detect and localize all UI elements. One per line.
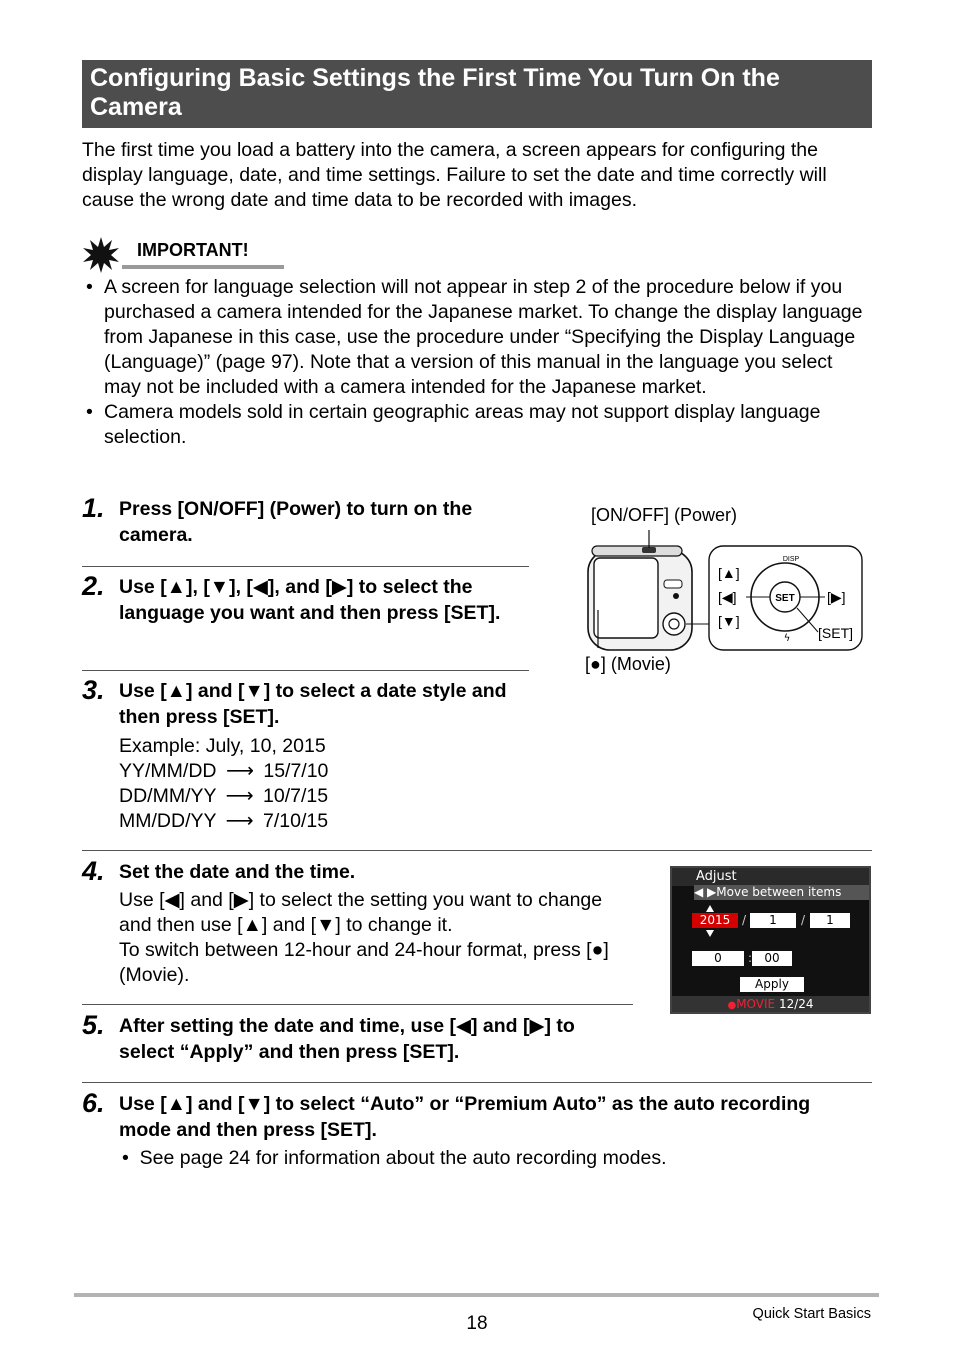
example-text: Example: July, 10, 2015 [119,735,326,757]
lcd-footer [672,996,869,1012]
step-title: Use [▲] and [▼] to select a date style and then press [SET]. [119,680,507,728]
list-item [82,400,874,450]
step-note [122,1146,822,1171]
step-number: 4. [82,856,105,886]
movie-tag: MOVIE [736,997,776,1011]
up-arrow-icon [706,905,714,912]
day-field: 1 [810,913,850,928]
format-style: MM/DD/YY [119,810,217,832]
down-key-label: [▼] [718,613,740,629]
date-separator: / [742,913,747,927]
date-format-row [119,809,328,834]
movie-label: [●] (Movie) [585,654,671,674]
down-arrow-icon [706,930,714,937]
important-list [82,275,874,450]
step-number: 5. [82,1010,105,1040]
camera-illustration [582,530,872,670]
important-label: IMPORTANT! [137,240,249,260]
date-separator: / [801,913,806,927]
record-dot-icon: ● [727,1000,737,1011]
apply-button: Apply [740,977,804,992]
disp-text: DISP [782,556,800,563]
burst-icon [82,236,120,274]
format-style: YY/MM/DD [119,760,217,782]
step-title: After setting the date and time, use [◀] and [▶] to select “Apply” and then press [SET]. [119,1015,575,1063]
date-format-row [119,759,328,784]
page-number: 18 [466,1313,488,1334]
step-title: Set the date and the time. [119,861,356,883]
flash-icon: ϟ [783,633,791,644]
arrow-icon: ⟶ [225,810,254,832]
bullet-text: Camera models sold in certain geographic areas may not support display language selection. [104,401,821,448]
step-title: Use [▲], [▼], [◀], and [▶] to select the language you want and then press [SET]. [119,576,501,624]
divider [82,850,872,851]
up-key-label: [▲] [718,565,740,581]
format-toggle: 12/24 [778,997,814,1011]
bullet-mark: • [122,1147,129,1169]
step-body: Use [◀] and [▶] to select the setting you want to change and then use [▲] and [▼] to change it. [119,889,603,936]
power-label: [ON/OFF] (Power) [591,505,738,525]
format-result: 10/7/15 [263,785,329,807]
time-separator: : [748,951,753,965]
divider [82,566,529,567]
step-number: 3. [82,675,105,705]
step-number: 1. [82,493,105,523]
set-button-text: SET [775,593,795,604]
left-key-label: [◀] [718,589,737,605]
divider [82,1082,872,1083]
hour-field: 0 [692,951,744,966]
minute-field: 00 [752,951,792,966]
format-result: 7/10/15 [263,810,329,832]
adjust-screen [670,866,871,1014]
list-item [82,275,874,400]
step-title: Use [▲] and [▼] to select “Auto” or “Premium Auto” as the auto recording mode and then press [SET]. [119,1093,811,1141]
divider [82,1004,633,1005]
lcd-hint: ◀ ▶Move between items [694,885,869,900]
year-field: 2015 [692,913,738,928]
format-result: 15/7/10 [263,760,329,782]
month-field: 1 [750,913,796,928]
format-style: DD/MM/YY [119,785,217,807]
step-number: 6. [82,1088,105,1118]
bullet-text: A screen for language selection will not appear in step 2 of the procedure below if you purchased a camera intended for the Japanese market. To change the display language from Japanese in this case, use the procedure under “Specifying the Display Language (Language)” (page 97). Note that a version of this manual in the language you select may not be included with a camera intended for the Japanese market. [104,276,863,398]
set-key-label: [SET] [818,625,854,641]
section-name: Quick Start Basics [752,1306,871,1322]
important-underline [122,265,284,269]
lcd-header: Adjust [672,868,869,886]
camera-body [588,546,692,650]
right-key-label: [▶] [827,589,846,605]
important-heading [82,236,286,270]
note-text: See page 24 for information about the auto recording modes. [139,1147,667,1169]
bullet-mark: • [86,401,93,423]
intro-paragraph: The first time you load a battery into the camera, a screen appears for configuring the display language, date, and time settings. Failure to set the date and time correctly will cause the wrong date and time data to be recorded with images. [82,139,827,211]
step-body: To switch between 12-hour and 24-hour format, press [●] (Movie). [119,939,609,986]
date-format-row [119,784,328,809]
section-title: Configuring Basic Settings the First Time You Turn On the Camera [82,60,872,128]
arrow-icon: ⟶ [225,760,254,782]
footer-rule [74,1293,879,1297]
bullet-mark: • [86,276,93,298]
divider [82,670,529,671]
step-number: 2. [82,571,105,601]
step-title: Press [ON/OFF] (Power) to turn on the camera. [119,498,473,546]
arrow-icon: ⟶ [225,785,254,807]
